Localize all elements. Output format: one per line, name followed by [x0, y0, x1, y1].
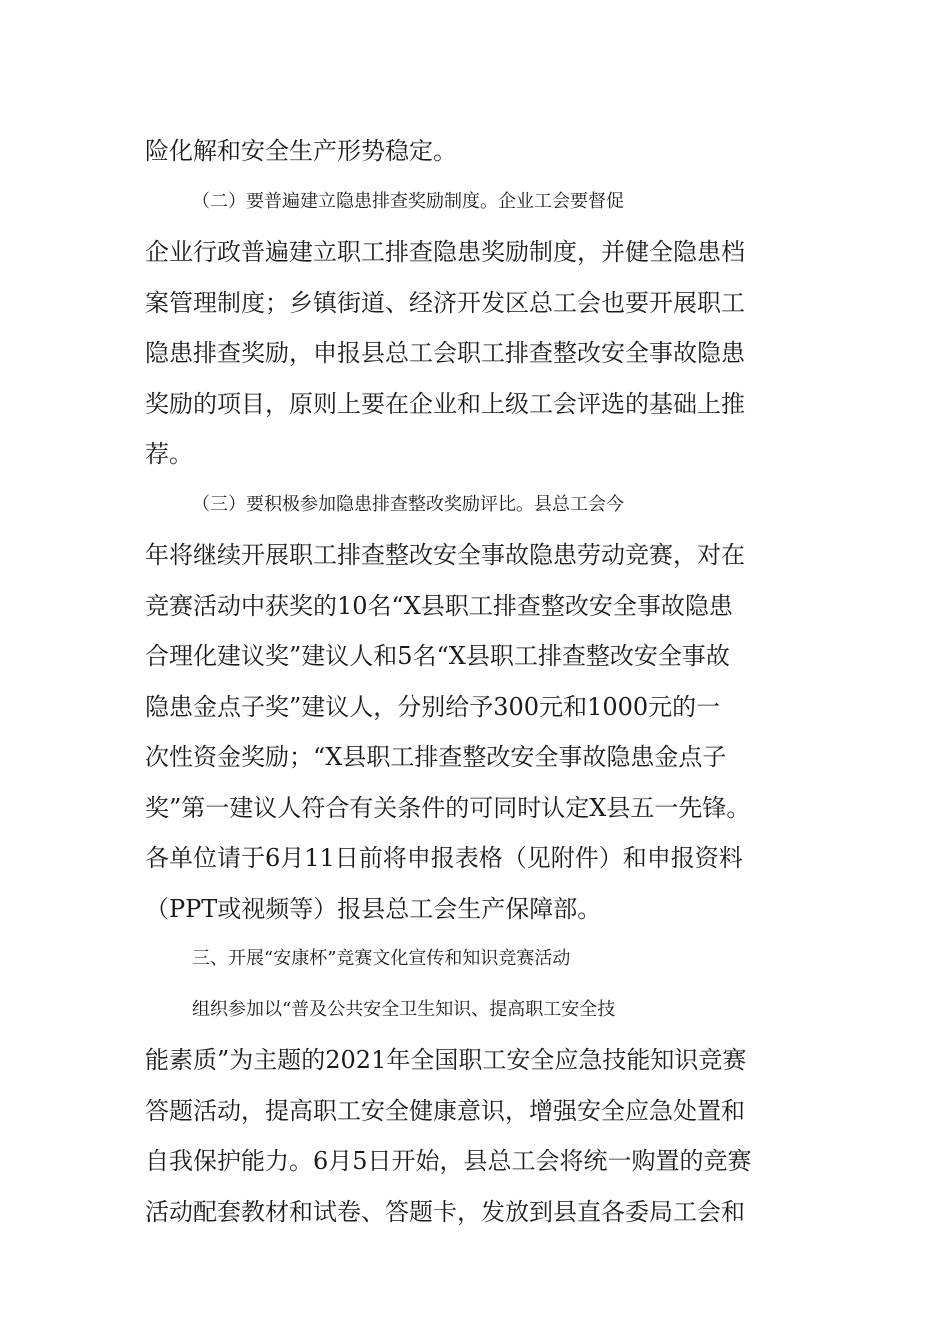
text-line: （三）要积极参加隐患排查整改奖励评比。县总工会今	[192, 494, 624, 515]
text-line: 次性资金奖励；“X县职工排查整改安全事故隐患金点子	[145, 743, 727, 771]
text-line: 各单位请于6月11日前将申报表格（见附件）和申报资料	[145, 844, 743, 872]
text-line: 合理化建议奖”建议人和5名“X县职工排查整改安全事故	[145, 642, 730, 670]
text-line: 荐。	[145, 440, 193, 468]
text-line: 竞赛活动中获奖的10名“X县职工排查整改安全事故隐患	[145, 592, 733, 620]
text-line: 隐患金点子奖”建议人，分别给予300元和1000元的一	[145, 693, 721, 721]
text-line: 组织参加以“普及公共安全卫生知识、提高职工安全技	[192, 999, 616, 1020]
section-heading: 三、开展“安康杯”竞赛文化宣传和知识竞赛活动	[192, 948, 571, 969]
text-line: 奖励的项目，原则上要在企业和上级工会评选的基础上推	[145, 390, 745, 418]
text-line: 自我保护能力。6月5日开始，县总工会将统一购置的竞赛	[145, 1147, 752, 1175]
text-line: 隐患排查奖励，申报县总工会职工排查整改安全事故隐患	[145, 339, 745, 367]
text-line: 能素质”为主题的2021年全国职工安全应急技能知识竞赛	[145, 1046, 747, 1074]
text-line: （二）要普遍建立隐患排查奖励制度。企业工会要督促	[192, 191, 624, 212]
text-line: （PPT或视频等）报县总工会生产保障部。	[145, 895, 602, 923]
text-line: 年将继续开展职工排查整改安全事故隐患劳动竞赛，对在	[145, 541, 745, 569]
text-line: 答题活动，提高职工安全健康意识，增强安全应急处置和	[145, 1097, 745, 1125]
text-line: 险化解和安全生产形势稳定。	[145, 137, 457, 165]
text-line: 企业行政普遍建立职工排查隐患奖励制度，并健全隐患档	[145, 238, 745, 266]
text-line: 活动配套教材和试卷、答题卡，发放到县直各委局工会和	[145, 1198, 745, 1226]
text-line: 奖”第一建议人符合有关条件的可同时认定X县五一先锋。	[145, 794, 751, 822]
text-line: 案管理制度；乡镇街道、经济开发区总工会也要开展职工	[145, 289, 745, 317]
